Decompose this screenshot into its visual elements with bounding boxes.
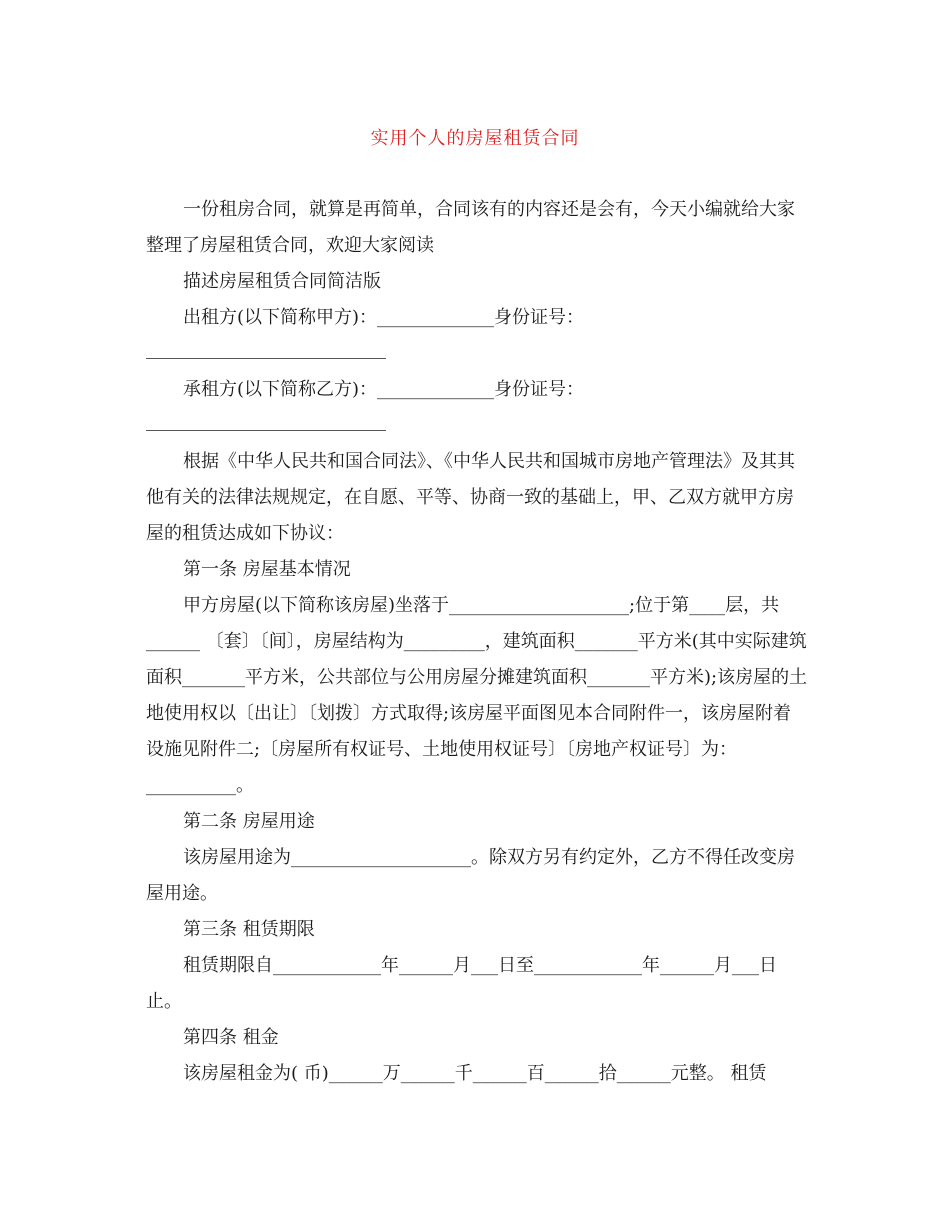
subtitle-paragraph: 描述房屋租赁合同简洁版 <box>183 271 381 292</box>
article-1-body: 甲方房屋(以下简称该房屋)坐落于____________________;位于第____层，共______ 〔套〕〔间〕，房屋结构为_________，建筑面积_______平方米(其中实际建筑面积_______平方米，公共部位与公用房屋分摊建筑面积_______平方米);该房屋的土地使用权以〔出让〕〔划拨〕方式取得;该房屋平面图见本合同附件一，该房屋附着设施见附件二;〔房屋所有权证号、土地使用权证号〕〔房地产权证号〕为：__________。 <box>146 595 808 796</box>
article-1-heading: 第一条 房屋基本情况 <box>183 559 351 580</box>
lessor-line: 出租方(以下简称甲方)：_____________身份证号： <box>183 307 585 328</box>
lessor-id-blank <box>146 336 808 372</box>
article-2-body: 该房屋用途为____________________。除双方另有约定外，乙方不得任改变房屋用途。 <box>146 847 795 904</box>
article-2-heading: 第二条 房屋用途 <box>183 811 315 832</box>
document-body <box>146 192 808 1092</box>
article-3-heading: 第三条 租赁期限 <box>183 919 315 940</box>
lessee-line: 承租方(以下简称乙方)：_____________身份证号： <box>183 379 585 400</box>
document-title: 实用个人的房屋租赁合同 <box>370 128 580 149</box>
legal-basis-paragraph: 根据《中华人民共和国合同法》、《中华人民共和国城市房地产管理法》及其其他有关的法律法规规定，在自愿、平等、协商一致的基础上，甲、乙双方就甲方房屋的租赁达成如下协议： <box>146 451 795 544</box>
lessee-id-blank <box>146 408 808 444</box>
article-4-body: 该房屋租金为( 币)______万______千______百______拾______元整。 租赁 <box>183 1063 767 1084</box>
article-4-heading: 第四条 租金 <box>183 1027 279 1048</box>
intro-paragraph: 一份租房合同，就算是再简单，合同该有的内容还是会有，今天小编就给大家整理了房屋租赁合同，欢迎大家阅读 <box>146 199 795 256</box>
article-3-body: 租赁期限自____________年______月___日至____________年______月___日止。 <box>146 955 777 1012</box>
